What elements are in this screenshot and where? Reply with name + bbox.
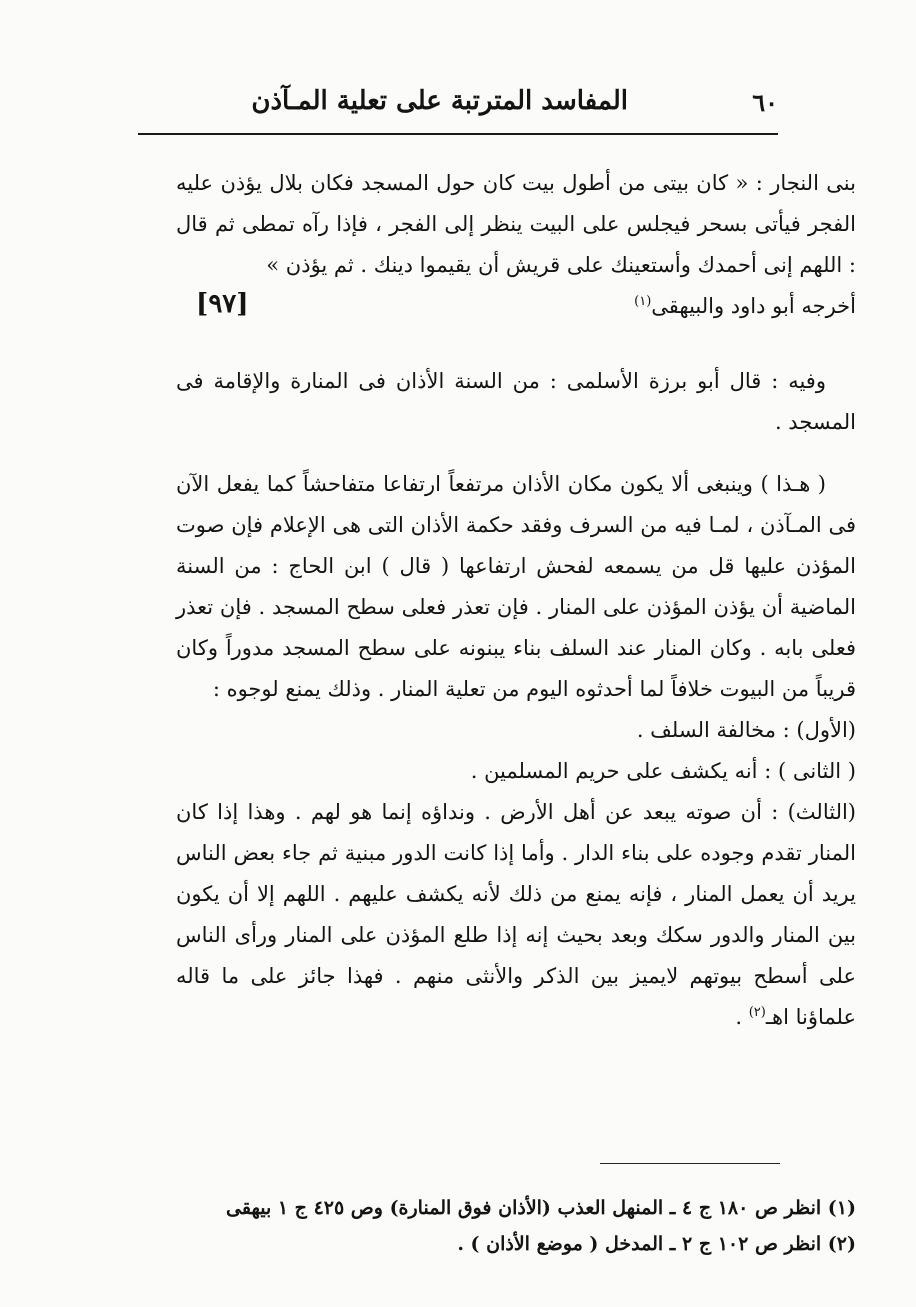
page-header: [138, 80, 778, 126]
paragraph-3-intro: ( هـذا ) وينبغى ألا يكون مكان الأذان مرتفعاً ارتفاعا متفاحشاً كما يفعل الآن فى المـآذن ، لمـا فيه من السرف وفقد حكمة الأذان التى هى الإعلام فإن صوت المؤذن عليها قل من يسمعه لفحش ارتفاعها ( قال ) ابن الحاج : من السنة الماضية أن يؤذن المؤذن على المنار . فإن تعذر فعلى سطح المسجد . فإن تعذر فعلى بابه . وكان المنار عند السلف بناء يبنونه على سطح المسجد مدوراً وكان قريباً من البيوت خلافاً لما أحدثوه اليوم من تعلية المنار . وذلك يمنع لوجوه :: [176, 472, 856, 701]
paragraph-2: وفيه : قال أبو برزة الأسلمى : من السنة الأذان فى المنارة والإقامة فى المسجد .: [176, 369, 856, 434]
running-title: المفاسد المترتبة على تعلية المـآذن: [251, 86, 628, 116]
footnote-marker-2: (٢): [748, 1005, 766, 1020]
footnote-rule: [600, 1163, 780, 1164]
footnote-marker-1: (١): [634, 294, 652, 309]
hadith-reference: أخرجه أبو داود والبيهقى: [651, 294, 856, 318]
point-second: ( الثانى ) : أنه يكشف على حريم المسلمين .: [470, 759, 856, 783]
paragraph-1: [176, 163, 856, 327]
point-first: (الأول) : مخالفة السلف .: [636, 718, 856, 742]
header-rule: [138, 133, 778, 135]
point-third: [176, 792, 856, 1038]
point-third-end: .: [735, 1005, 749, 1029]
paragraph-3: [176, 464, 856, 1038]
footnote-1: (١) انظر ص ١٨٠ ج ٤ ـ المنهل العذب (الأذان فوق المنارة) وص ٤٢٥ ج ١ بيهقى: [226, 1197, 856, 1219]
page-number: ٦٠: [752, 88, 778, 117]
point-third-text: (الثالث) : أن صوته يبعد عن أهل الأرض . ونداؤه إنما هو لهم . وهذا إذا كان المنار تقدم وجوده على بناء الدار . وأما إذا كانت الدور مبنية ثم جاء بعض الناس يريد أن يعمل المنار ، فإنه يمنع من ذلك لأنه يكشف عليهم . اللهم إلا أن يكون بين المنار والدور سكك وبعد بحيث إنه إذا طلع المؤذن على المنار ورأى الناس على أسطح بيوتهم لايميز بين الذكر والأنثى منهم . فهذا جائز على ما قاله علماؤنا اهـ: [176, 800, 856, 1029]
footnotes: [176, 1190, 856, 1262]
footnote-2: (٢) انظر ص ١٠٢ ج ٢ ـ المدخل ( موضع الأذان ) .: [457, 1233, 856, 1255]
hadith-number: [٩٧]: [196, 289, 249, 319]
paragraph-1-text: بنى النجار : « كان بيتى من أطول بيت كان حول المسجد فكان بلال يؤذن عليه الفجر فيأتى بسحر فيجلس على البيت ينظر إلى الفجر ، فإذا رآه تمطى ثم قال : اللهم إنى أحمدك وأستعينك على قريش أن يقيموا دينك . ثم يؤذن »: [176, 171, 856, 277]
hadith-reference-line: [176, 286, 856, 327]
